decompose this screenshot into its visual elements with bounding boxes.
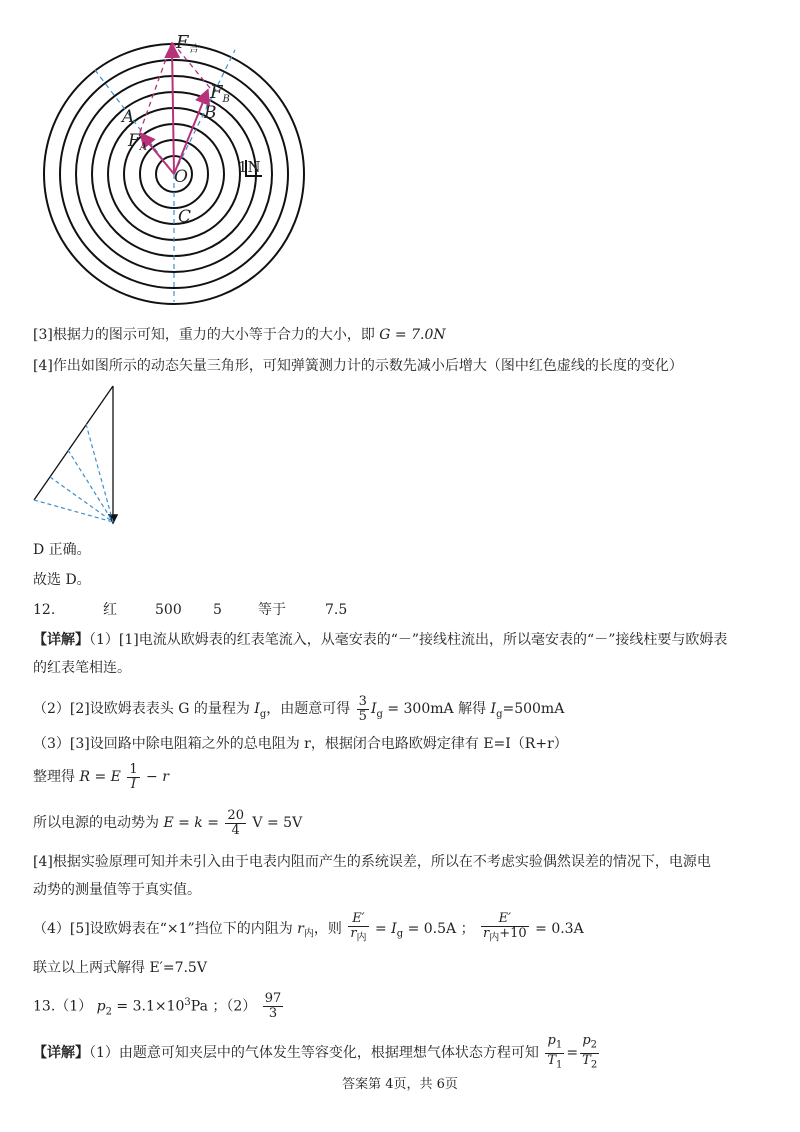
label-f-a: $F_A$	[128, 131, 148, 153]
detail-p6: [4]根据实验原理可知并未引入由于电表内阻而产生的系统误差，所以在不考虑实验偶然误差的情况下，电源电	[33, 854, 711, 870]
q13-detail: 【详解】（1）由题意可知夹层中的气体发生等容变化，根据理想气体状态方程可知 $\frac{p_1}{T_1}$ = $\frac{p_2}{T_2}$	[33, 1033, 598, 1071]
detail-p8: 联立以上两式解得 E′=7.5V	[33, 960, 207, 976]
fraction-1-i: $\frac{1}{I}$	[129, 761, 138, 792]
q12-answers: 12. 红 500 5 等于 7.5	[33, 602, 348, 618]
label-b: B	[204, 103, 217, 123]
q13-answers: 13.（1） $p_2 = 3.1\times 10^3Pa$ ；（2） $\frac{97}{3}$	[33, 991, 282, 1022]
d-correct: D 正确。	[33, 542, 91, 558]
fraction-97-3: $\frac{97}{3}$	[264, 991, 282, 1022]
detail-p1b: 的红表笔相连。	[33, 660, 131, 676]
fraction-p1-t1: $\frac{p_1}{T_1}$	[547, 1033, 563, 1071]
label-scale: 1N	[238, 158, 261, 176]
label-c: C	[178, 207, 192, 227]
detail-p1: 【详解】（1）[1]电流从欧姆表的红表笔流入，从毫安表的“－”接线柱流出，所以毫安表的“－”接线柱要与欧姆表	[33, 632, 728, 648]
vector-triangle-diagram	[28, 382, 128, 532]
fraction-e-r10: $\frac{E'}{r_内+10}$	[483, 911, 527, 944]
fraction-e-r: $\frac{E'}{r_内}$	[350, 911, 367, 944]
label-o: O	[174, 167, 188, 187]
label-f-he: $F_合$	[176, 32, 199, 55]
detail-p7: （4）[5]设欧姆表在“×1”挡位下的内阻为 $r_内$，则 $\frac{E'}{r_内}$ = $I_g = 0.5A$ ； $\frac{E'}{r_内+10}$ = 0.3A	[33, 911, 584, 944]
page-footer: 答案第 4页，共 6页	[342, 1077, 458, 1092]
detail-p4: 整理得 R = E $\frac{1}{I}$ − r	[33, 761, 169, 792]
detail-p6b: 动势的测量值等于真实值。	[33, 882, 201, 898]
choose-d: 故选 D。	[33, 572, 91, 588]
detail-p2: （2）[2]设欧姆表表头 G 的量程为 $I_g$，由题意可得 $\frac{3}{5}$ $I_g = 300mA$ 解得 $I_g=500mA$	[33, 693, 565, 724]
fraction-p2-t2: $\frac{p_2}{T_2}$	[582, 1033, 598, 1071]
line-3: [3]根据力的图示可知，重力的大小等于合力的大小，即 G = 7.0N	[33, 327, 446, 343]
fraction-3-5: $\frac{3}{5}$	[358, 693, 367, 724]
force-diagram	[40, 30, 320, 320]
detail-p3: （3）[3]设回路中除电阻箱之外的总电阻为 r，根据闭合电路欧姆定律有 E=I（R+r）	[33, 736, 568, 752]
line-4: [4]作出如图所示的动态矢量三角形，可知弹簧测力计的示数先减小后增大（图中红色虚线的长度的变化）	[33, 358, 683, 374]
label-a: A	[122, 107, 135, 127]
label-f-b: $F_B$	[210, 82, 230, 105]
fraction-20-4: $\frac{20}{4}$	[227, 807, 244, 838]
detail-p5: 所以电源的电动势为 E = k = $\frac{20}{4}$ V = 5V	[33, 807, 303, 838]
